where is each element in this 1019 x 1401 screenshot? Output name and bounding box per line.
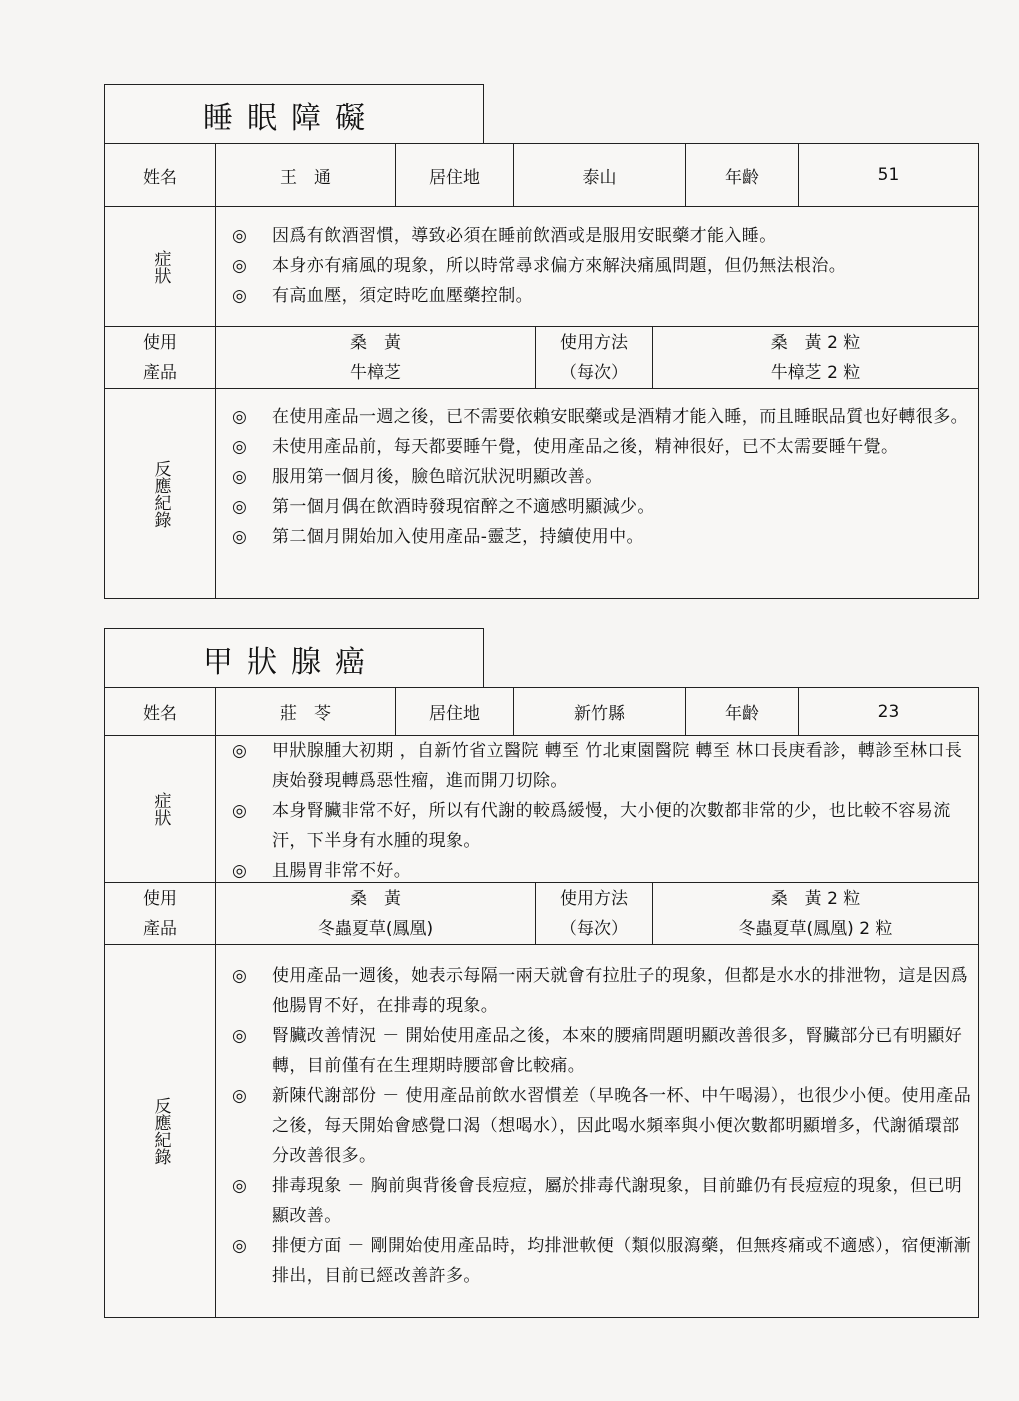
product-names: 桑 黃 冬蟲夏草(鳳凰): [215, 883, 535, 944]
age-value: 23: [798, 688, 978, 735]
age-value: 51: [798, 144, 978, 206]
dosage-values: 桑 黃 2 粒 牛樟芝 2 粒: [652, 327, 978, 388]
case1-product-row: [105, 326, 978, 388]
case2-title: 甲狀腺癌: [203, 644, 379, 680]
case1-info-row: [105, 144, 978, 206]
method-label: 使用方法 （每次）: [535, 883, 652, 944]
product-names: 桑 黃 牛樟芝: [215, 327, 535, 388]
case2-table: [104, 687, 979, 1318]
residence-label: 居住地: [395, 688, 513, 735]
case2-product-row: [105, 882, 978, 944]
case1-table: [104, 143, 979, 599]
reactions-list: [215, 389, 978, 598]
case1-title: 睡眠障礙: [203, 100, 379, 136]
case1-title-box: [104, 84, 484, 144]
list-item: ◎ 排便方面 － 剛開始使用產品時，均排泄軟便（類似服瀉藥，但無疼痛或不適感），宿便漸漸排出，目前已經改善許多。: [232, 1236, 972, 1286]
name-label: 姓名: [143, 167, 177, 188]
method-label: 使用方法 （每次）: [535, 327, 652, 388]
age-label: 年齡: [685, 144, 798, 206]
product-label: 使用 產品: [143, 332, 177, 383]
list-item: ◎ 本身腎臟非常不好，所以有代謝的較爲緩慢，大小便的次數都非常的少，也比較不容易流汗，下半身有水腫的現象。: [232, 801, 951, 851]
residence-value: 新竹縣: [513, 688, 685, 735]
case2-reactions-row: [105, 944, 978, 1317]
list-item: ◎ 有高血壓，須定時吃血壓藥控制。: [232, 286, 533, 306]
list-item: ◎ 新陳代謝部份 － 使用產品前飲水習慣差（早晚各一杯、中午喝湯），也很少小便。使用產品之後，每天開始會感覺口渴（想喝水），因此喝水頻率與小便次數都明顯增多，代謝循環部分改善很多。: [232, 1086, 972, 1166]
case2-title-box: [104, 628, 484, 688]
reactions-list: [215, 945, 978, 1317]
case2-symptoms-row: [105, 735, 978, 882]
name-value: 王 通: [215, 144, 395, 206]
list-item: ◎ 排毒現象 － 胸前與背後會長痘痘，屬於排毒代謝現象，目前雖仍有長痘痘的現象，但已明顯改善。: [232, 1176, 963, 1226]
list-item: ◎ 第二個月開始加入使用產品-靈芝，持續使用中。: [232, 527, 644, 547]
name-value: 莊 苓: [215, 688, 395, 735]
list-item: ◎ 在使用產品一週之後，已不需要依賴安眠藥或是酒精才能入睡，而且睡眠品質也好轉很多。: [232, 407, 968, 427]
symptoms-label: 症狀: [150, 249, 171, 284]
list-item: ◎ 服用第一個月後，臉色暗沉狀況明顯改善。: [232, 467, 603, 487]
list-item: ◎ 使用產品一週後，她表示每隔一兩天就會有拉肚子的現象，但都是水水的排泄物，這是因爲他腸胃不好，在排毒的現象。: [232, 966, 968, 1016]
list-item: ◎ 腎臟改善情況 － 開始使用產品之後，本來的腰痛問題明顯改善很多，腎臟部分已有明顯好轉，目前僅有在生理期時腰部會比較痛。: [232, 1026, 963, 1076]
list-item: ◎ 甲狀腺腫大初期 ，自新竹省立醫院 轉至 竹北東園醫院 轉至 林口長庚看診，轉診至林口長庚始發現轉爲惡性瘤，進而開刀切除。: [232, 741, 963, 791]
reactions-label: 反應紀錄: [150, 459, 171, 528]
list-item: ◎ 且腸胃非常不好。: [232, 861, 412, 881]
reactions-label: 反應紀錄: [150, 1097, 171, 1165]
symptoms-list: [215, 736, 978, 882]
case1-symptoms-row: [105, 206, 978, 326]
name-label: 姓名: [143, 704, 177, 724]
age-label: 年齡: [685, 688, 798, 735]
case1-reactions-row: [105, 388, 978, 598]
list-item: ◎ 因爲有飲酒習慣，導致必須在睡前飲酒或是服用安眠藥才能入睡。: [232, 226, 777, 246]
residence-label: 居住地: [395, 144, 513, 206]
case2-info-row: [105, 688, 978, 735]
list-item: ◎ 本身亦有痛風的現象，所以時常尋求偏方來解決痛風問題，但仍無法根治。: [232, 256, 847, 276]
list-item: ◎ 第一個月偶在飲酒時發現宿醉之不適感明顯減少。: [232, 497, 655, 517]
symptoms-list: [215, 207, 978, 326]
symptoms-label: 症狀: [150, 792, 171, 826]
residence-value: 泰山: [513, 144, 685, 206]
list-item: ◎ 未使用產品前，每天都要睡午覺，使用產品之後，精神很好，已不太需要睡午覺。: [232, 437, 899, 457]
product-label: 使用 產品: [143, 888, 177, 939]
dosage-values: 桑 黃 2 粒 冬蟲夏草(鳳凰) 2 粒: [652, 883, 978, 944]
